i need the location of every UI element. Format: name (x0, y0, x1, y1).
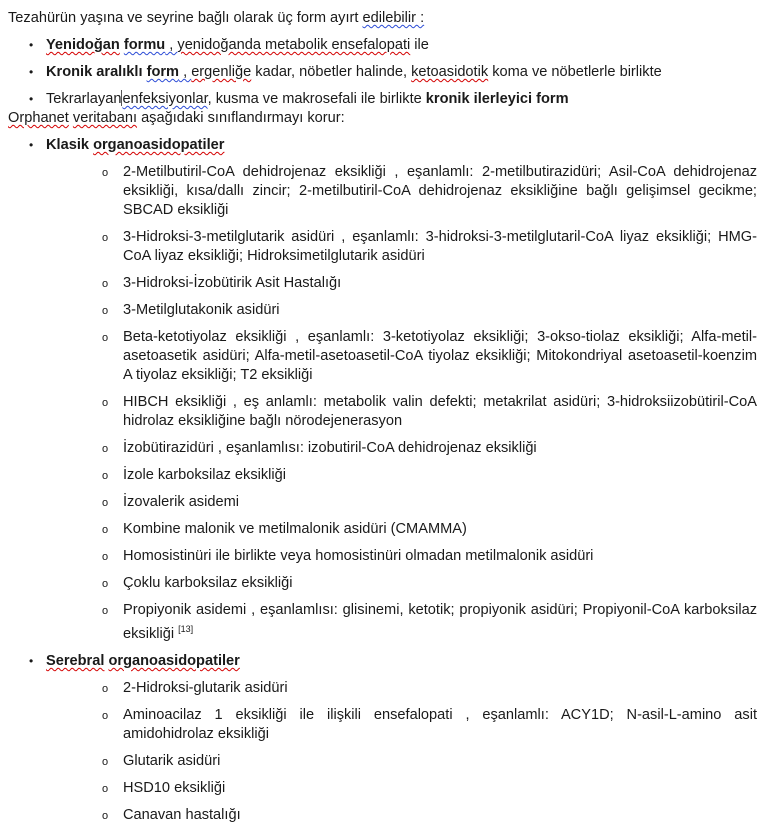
circle-bullet-icon: o (102, 497, 109, 509)
form-name: form (146, 64, 180, 80)
circle-bullet-icon: o (102, 443, 109, 455)
list-item (46, 466, 767, 485)
orphanet-word: veritabanı (72, 110, 138, 126)
list-item (46, 301, 767, 320)
item-text: 3-Hidroksi-3-metilglutarik asidüri , eşanlamlı: 3-hidroksi-3-metilglutaril-CoA liyaz eksikliği; HMG-CoA liyaz eksikliği; Hidroksimetilglutarik asidüri (123, 229, 757, 264)
list-item (46, 328, 767, 385)
list-item (46, 274, 767, 293)
form-name: Kronik aralıklı (46, 64, 147, 80)
list-item (46, 393, 767, 431)
form-desc: ile (410, 37, 429, 53)
list-item (46, 520, 767, 539)
list-item (46, 163, 767, 220)
form-desc: enfeksiyonlar (122, 91, 208, 107)
punct: , (179, 64, 192, 80)
circle-bullet-icon: o (102, 232, 109, 244)
circle-bullet-icon: o (102, 709, 109, 722)
form-desc: koma ve nöbetlerle birlikte (488, 64, 662, 80)
bullet-icon: • (29, 65, 34, 79)
list-item (46, 439, 767, 458)
list-item (46, 806, 767, 825)
form-desc: kadar, nöbetler halinde, (251, 64, 412, 80)
item-text: Kombine malonik ve metilmalonik asidüri (CMAMMA) (123, 521, 467, 537)
punct: , (165, 37, 178, 53)
item-text: Beta-ketotiyolaz eksikliği , eşanlamlı: 3-ketotiyolaz eksikliği; 3-okso-tiolaz eksikliği; Alfa-metil-asetoasetik asidüri; Alfa-metil-asetoasetil-CoA tiyolaz eksikliği; Mitokondriyal asetoasetil-koenzim A tiyolaz eksikliği; T2 eksikliği (123, 329, 757, 383)
form-item-newborn (8, 36, 767, 55)
item-text: 2-Hidroksi-glutarik asidüri (123, 679, 288, 696)
classification-list (8, 136, 767, 825)
item-text: İzovalerik asidemi (123, 494, 239, 510)
form-desc: yenidoğanda metabolik ensefalopati (177, 37, 411, 53)
circle-bullet-icon: o (102, 605, 109, 617)
list-item (46, 779, 767, 798)
orphanet-paragraph (8, 109, 767, 128)
form-name: Yenidoğan (46, 37, 120, 53)
form-item-chronic-progressive (8, 90, 767, 109)
circle-bullet-icon: o (102, 332, 109, 344)
list-item (46, 601, 767, 644)
intro-paragraph (8, 9, 767, 28)
group-cerebral (8, 652, 767, 825)
list-item (46, 679, 767, 698)
circle-bullet-icon: o (102, 578, 109, 590)
list-item (46, 706, 767, 744)
circle-bullet-icon: o (102, 782, 109, 795)
intro-text: Tezahürün yaşına ve seyrine bağlı olarak üç form ayırt (8, 10, 363, 26)
group-title: Serebral (46, 652, 105, 669)
list-item (46, 547, 767, 566)
orphanet-word: Orphanet (8, 110, 69, 126)
circle-bullet-icon: o (102, 397, 109, 409)
circle-bullet-icon: o (102, 524, 109, 536)
item-text: Homosistinüri ile birlikte veya homosistinüri olmadan metilmalonik asidüri (123, 548, 594, 564)
item-text: HIBCH eksikliği , eş anlamlı: metabolik valin defekti; metakrilat asidüri; 3-hidroksiizobütiril-CoA hidrolaz eksikliğine bağlı nörodejenerasyon (123, 394, 757, 429)
group-title: organoasidopatiler (108, 652, 240, 669)
circle-bullet-icon: o (102, 278, 109, 290)
orphanet-text: aşağıdaki sınıflandırmayı korur: (137, 110, 345, 126)
item-text: Canavan hastalığı (123, 806, 241, 823)
group-title: organoasidopatiler (93, 137, 225, 153)
list-item (46, 574, 767, 593)
classic-items (46, 163, 767, 644)
form-name: formu (123, 37, 166, 53)
list-item (46, 493, 767, 512)
group-title: Klasik (46, 137, 94, 153)
item-text: Çoklu karboksilaz eksikliği (123, 575, 293, 591)
bullet-icon: • (29, 38, 34, 52)
form-item-chronic-intermittent (8, 63, 767, 82)
form-desc: ketoasidotik (411, 64, 489, 80)
intro-text-flagged: edilebilir : (362, 10, 425, 26)
form-desc: ergenliğe (191, 64, 252, 80)
circle-bullet-icon: o (102, 470, 109, 482)
bullet-icon: • (29, 653, 34, 668)
circle-bullet-icon: o (102, 167, 109, 179)
form-desc: Tekrarlayan (46, 91, 122, 107)
form-name: kronik ilerleyici form (425, 91, 569, 107)
bullet-icon: • (29, 138, 34, 152)
item-text: 2-Metilbutiril-CoA dehidrojenaz eksikliği , eşanlamlı: 2-metilbutirazidüri; Asil-CoA dehidrojenaz eksikliği, kısa/dallı zincir; 2-metilbutiril-CoA dehidrojenaz eksikliğine bağlı gelişimsel gecikme; SBCAD eksikliği (123, 164, 757, 218)
group-classic (8, 136, 767, 644)
form-desc: , kusma ve makrosefali ile birlikte (207, 91, 426, 107)
item-text: 3-Hidroksi-İzobütirik Asit Hastalığı (123, 275, 342, 291)
item-text: HSD10 eksikliği (123, 779, 226, 796)
circle-bullet-icon: o (102, 755, 109, 768)
circle-bullet-icon: o (102, 551, 109, 563)
item-text: Aminoacilaz 1 eksikliği ile ilişkili ensefalopati , eşanlamlı: ACY1D; N-asil-L-amino asit amidohidrolaz eksikliği (123, 706, 757, 742)
item-text: 3-Metilglutakonik asidüri (123, 302, 280, 318)
citation-link[interactable]: [13] (178, 624, 194, 634)
item-text: Propiyonik asidemi , eşanlamlısı: glisinemi, ketotik; propiyonik asidüri; Propiyonil-CoA karboksilaz eksikliği (123, 602, 757, 642)
list-item (46, 228, 767, 266)
circle-bullet-icon: o (102, 682, 109, 695)
circle-bullet-icon: o (102, 809, 109, 822)
cerebral-items (46, 679, 767, 825)
item-text: Glutarik asidüri (123, 752, 221, 769)
list-item (46, 752, 767, 771)
item-text: İzole karboksilaz eksikliği (123, 467, 287, 483)
bullet-icon: • (29, 92, 34, 106)
circle-bullet-icon: o (102, 305, 109, 317)
item-text: İzobütirazidüri , eşanlamlısı: izobutiril-CoA dehidrojenaz eksikliği (123, 440, 537, 456)
forms-list (8, 36, 767, 109)
